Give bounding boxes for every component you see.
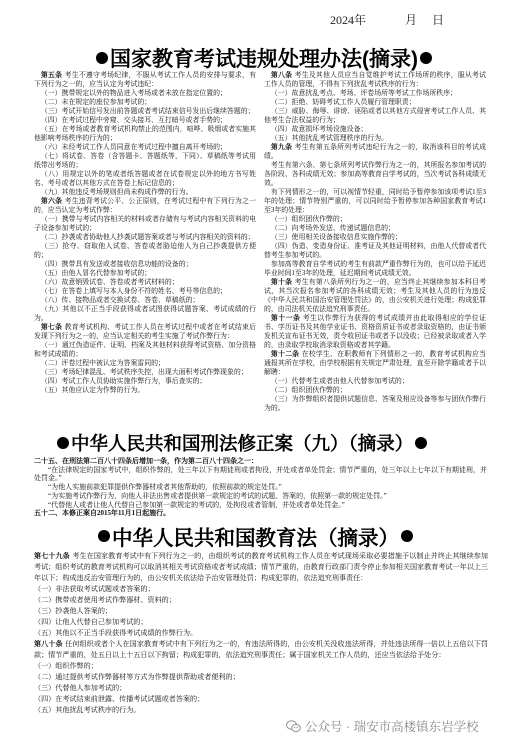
quoted-clause: “为实施考试作弊行为，向他人非法出售或者提供第一款规定的考试的试题、答案的，依照第一款的规定处罚。” [48,491,387,500]
article-paragraph [34,323,256,341]
clause-item: （六）未经考试工作人员同意在考试过程中擅自离开考场的； [40,144,227,151]
section-title-text: 中华人民共和国教育法（摘录） [112,527,399,549]
clause-item: （九）其他违反考场规则但尚未构成作弊的行为。 [40,189,193,196]
clause-item: （四）携带具有发送或者接收信息功能的设备的； [40,261,193,268]
date-month: 月 [405,13,418,27]
watermark-text: 公众号 · 瑞安市高楼镇东岩学校 [305,720,479,734]
clause-item: （一）非法获取考试试题或者答案的； [34,585,155,593]
article-text: 考生有第五条所列考试违纪行为之一的，取消该科目的考试成绩。 [264,144,486,160]
article-text: 考生在国家教育考试中有下列行为之一的，由组织考试的教育考试机构工作人员在考试现场采取必要措施予以制止并终止其继续参加考试；组织考试的教育考试机构可以取消其相关考试资格或者考试成绩；情节严重的，由教育行政部门责令停止参加相关国家教育考试一年以上三年以下；构成违反治安管理行为的，由公安机关依法给予治安管理处罚；构成犯罪的，依法追究刑事责任： [34,552,488,582]
clause-item: （三）抄袭他人答案的； [34,607,113,615]
article-text: 任何组织或者个人在国家教育考试中有下列行为之一的，有违法所得的，由公安机关没收违法所得，并处违法所得一倍以上五倍以下罚款；情节严重的，处五日以上十五日以下拘留；构成犯罪的，依法追究刑事责任；属于国家机关工作人员的，还应当依法给予处分： [34,640,488,659]
article-paragraph [264,350,486,377]
bullet-icon [96,52,108,64]
article-paragraph [264,314,486,350]
article-number: 第十一条 [270,315,301,322]
bullet-icon [415,437,427,449]
article-text: 教育考试机构、考试工作人员在考试过程中或者在考试结束后发现下列行为之一的，应当认定相关的考生实施了考试作弊行为： [34,324,256,340]
effective-date: 五十二、本修正案自2015年11月1日起施行。 [34,509,171,518]
article-number: 第十条 [270,279,293,286]
article-number: 第八条 [270,72,293,79]
clause-item: （五）其他应认定为作弊的行为。 [40,387,145,394]
clause-item: （一）组织作弊的； [34,662,98,670]
clause-item: （六）故意销毁试卷、答卷或者考试材料的； [40,279,179,286]
article-paragraph [34,197,256,215]
article-text: 考生有第八条所列行为之一的，应当终止其继续参加本科目考试，其当次报名参加考试的各科成绩无效；考生及其他人员的行为违反《中华人民共和国治安管理处罚法》的，由公安机关进行处理；构成犯罪的，由司法机关依法追究刑事责任。 [264,279,486,313]
article-text: 考生不遵守考场纪律，不服从考试工作人员的安排与要求，有下列行为之一的，应当认定为考试违纪： [34,72,256,88]
clause-item: （二）评卷过程中被认定为答案雷同的； [40,360,165,367]
section-title-text: 中华人民共和国刑法修正案（九）（摘录） [71,432,414,454]
date-day: 日 [432,13,445,27]
clause-item: （一）通过伪造证件、证明、档案及其他材料获得考试资格、加分资格和考试成绩的； [34,342,256,358]
article-paragraph: 有下列情形之一的，可以视情节轻重，同时给予暂停参加该项考试1至3年的处理；情节特别严重的，可以同时给予暂停参加各种国家教育考试1至3年的处理： [264,189,486,214]
article-number: 第十二条 [270,351,300,358]
clause-item: （七）在答卷上填写与本人身份不符的姓名、考号等信息的； [40,288,227,295]
clause-item: （一）故意扰乱考点、考场、评卷场所等考试工作场所秩序； [270,90,457,97]
article-paragraph [34,71,256,89]
regulations-left-column [34,71,256,427]
clause-item: （四）让他人代替自己参加考试的； [34,618,148,626]
clause-item: （五）其他扰乱考试管理秩序的行为。 [270,135,389,142]
criminal-law-body [34,457,487,521]
clause-item: （四）考试工作人员协助实施作弊行为，事后查实的； [40,378,207,385]
article-number: 第九条 [270,144,293,151]
clause-item: （二）携带或者使用考试作弊器材、资料的； [34,596,176,604]
clause-item: （三）抢夺、窃取他人试卷、答卷或者胁迫他人为自己抄袭提供方便的； [34,243,256,259]
clause-item: （二）抄袭或者协助他人抄袭试题答案或者与考试内容相关的资料的； [40,234,255,241]
clause-item: （五）由他人冒名代替参加考试的； [40,270,152,277]
clause-item: （八）传、接物品或者交换试卷、答卷、草稿纸的； [40,297,200,304]
clause-item: （三）威胁、侮辱、诽谤、诬陷或者以其他方式侵害考试工作人员、其他考生合法权益的行为； [264,108,486,124]
education-law-body [34,551,488,721]
article-paragraph [264,278,486,314]
clause-item: （五）在考场或者教育考试机构禁止的范围内，喧哗、吸烟或者实施其他影响考场秩序的行为的； [34,126,256,142]
clause-item: （五）其他扰乱考试秩序的行为。 [34,706,141,714]
article-paragraph [264,71,486,89]
clause-item: （九）其他以不正当手段获得或者试图获得试题答案、考试成绩的行为。 [34,306,256,322]
clause-item: （一）代替考生或者由他人代替参加考试的； [270,378,409,385]
article-paragraph: 参加高等教育自学考试的考生有前款严重作弊行为的，也可以给予延迟毕业时间1至3年的处理，延迟期间考试成绩无效。 [264,261,486,277]
bullet-icon [401,530,413,542]
article-text: 考生以作弊行为获得的考试成绩并由此取得相应的学位证书、学历证书及其他学业证书、资格资质证书或者录取资格的，由证书颁发机关宣布证书无效，责令收回证书或者予以没收；已经被录取或者入学的，由录取学校取消录取资格或者其学籍。 [264,315,486,349]
clause-item: （一）携带与考试内容相关的材料或者存储有与考试内容相关资料的电子设备参加考试的； [34,216,256,232]
quoted-clause: “代替他人或者让他人代替自己参加第一款规定的考试的，处拘役或者管制，并处或者单处罚金。” [48,500,345,509]
article-paragraph [34,551,488,584]
article-text: 考生及其他人员应当自觉维护考试工作场所的秩序，服从考试工作人员的管理，不得有下列扰乱考试秩序的行为： [264,72,486,88]
section-title-regulations [96,44,432,71]
bullet-icon [57,437,69,449]
article-paragraph [34,639,488,661]
article-number: 第六条 [40,198,63,205]
article-number: 第七十九条 [34,552,70,560]
clause-item: （二）拒绝、妨碍考试工作人员履行管理职责； [270,99,416,106]
clause-item: （二）通过提供考试作弊器材等方式为作弊提供帮助或者便利的； [34,673,240,681]
date-year: 2024年 [330,13,367,27]
clause-item: （四）在考试过程中旁窥、交头接耳、互打暗号或者手势的； [40,117,227,124]
clause-item: （四）在考试结束前泄露、传播考试试题或者答案的； [34,695,205,703]
clause-item: （七）将试卷、答卷（含答题卡、答题纸等，下同）、草稿纸等考试用纸带出考场的； [34,153,256,169]
wechat-icon [286,720,301,733]
section-title-criminal-law [57,430,427,455]
bullet-icon [420,52,432,64]
clause-item: （一）携带规定以外的物品进入考场或者未放在指定位置的； [40,90,227,97]
amendment-heading: 二十五、在刑法第二百八十四条后增加一条，作为第二百八十四条之一： [34,457,258,465]
clause-item: （四）故意损坏考场设施设备； [270,126,368,133]
article-number: 第八十条 [34,640,63,648]
section-title-education-law [98,523,413,549]
clause-item: （三）使用相关设备接收信息实施作弊的； [270,234,402,241]
clause-item: （二）未在规定的座位参加考试的； [40,99,152,106]
clause-item: （五）其他以不正当手段获得考试成绩的作弊行为。 [34,629,198,637]
clause-item: （三）代替他人参加考试的； [34,684,127,692]
section-title-text: 国家教育考试违规处理办法(摘录) [110,47,418,71]
clause-item: （二）组织团伙作弊的； [270,387,347,394]
article-text: 考生违背考试公平、公正原则，在考试过程中有下列行为之一的，应当认定为考试作弊： [34,198,256,214]
clause-item: （三）为作弊组织者提供试题信息、答案及相应设备等参与团伙作弊行为的。 [264,396,486,412]
article-paragraph [264,143,486,161]
article-number: 第五条 [40,72,63,79]
clause-item: （八）用规定以外的笔或者纸答题或者在试卷规定以外的地方书写姓名、考号或者以其他方式在答卷上标记信息的； [34,171,256,187]
bullet-icon [98,530,110,542]
regulations-right-column [264,71,486,423]
article-number: 第七条 [40,324,63,331]
quoted-clause: “为他人实施前款犯罪提供作弊器材或者其他帮助的，依照前款的规定处罚。” [48,483,282,492]
clause-item: （四）伪造、变造身份证、准考证及其他证明材料，由他人代替或者代替考生参加考试的。 [264,243,486,259]
article-paragraph: 考生有第六条、第七条所列考试作弊行为之一的，其所报名参加考试的各阶段、各科成绩无效；参加高等教育自学考试的，当次考试各科成绩无效。 [264,162,486,187]
clause-item: （二）向考场外发送、传递试题信息的； [270,225,395,232]
clause-item: （三）考场纪律混乱、考试秩序失控，出现大面积考试作弊现象的； [40,369,248,376]
watermark [286,717,479,735]
clause-item: （一）组织团伙作弊的； [270,216,347,223]
quoted-clause: “在法律规定的国家考试中，组织作弊的，处三年以下有期徒刑或者拘役，并处或者单处罚金；情节严重的，处三年以上七年以下有期徒刑，并处罚金。” [34,465,487,483]
article-text: 在校学生、在职教师有下列情形之一的，教育考试机构应当通报其所在学校，由学校根据有关规定严肃处理，直至开除学籍或者予以解聘： [264,351,486,376]
clause-item: （三）考试开始信号发出前答题或者考试结束信号发出后继续答题的； [40,108,255,115]
